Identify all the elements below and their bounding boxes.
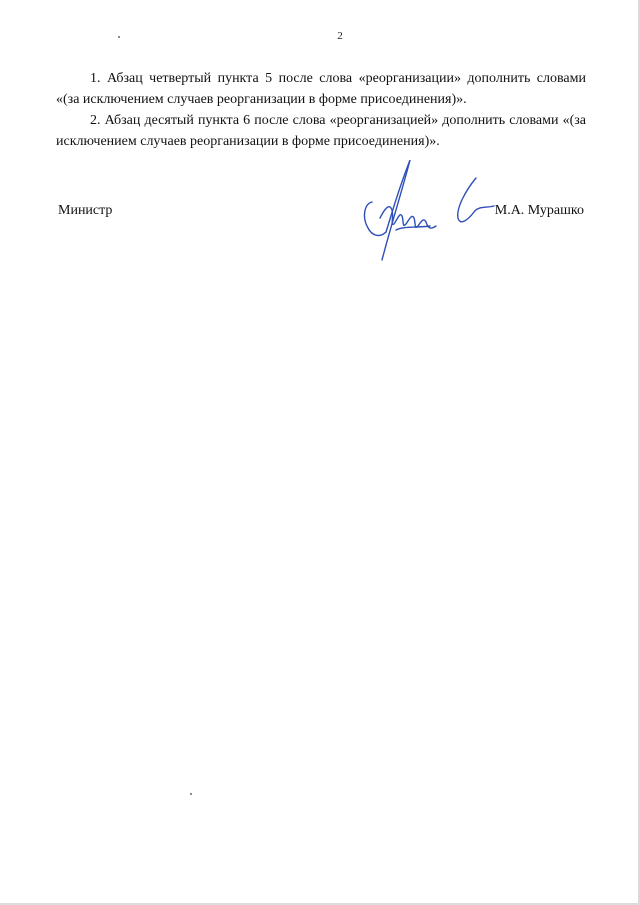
paragraph-2: 2. Абзац десятый пункта 6 после слова «реорганизацией» дополнить словами «(за исключением случаев реорганизации в форме присоединения)». [56,113,586,149]
scan-speck [190,793,192,795]
handwritten-signature [356,160,496,265]
paragraph-1: 1. Абзац четвертый пункта 5 после слова «реорганизации» дополнить словами «(за исключением случаев реорганизации в форме присоединения)». [56,71,586,107]
signer-title: Министр [58,203,113,218]
page-number: 2 [337,30,343,42]
signer-name: М.А. Мурашко [494,203,584,218]
document-body [56,68,586,152]
scan-speck [118,36,120,38]
